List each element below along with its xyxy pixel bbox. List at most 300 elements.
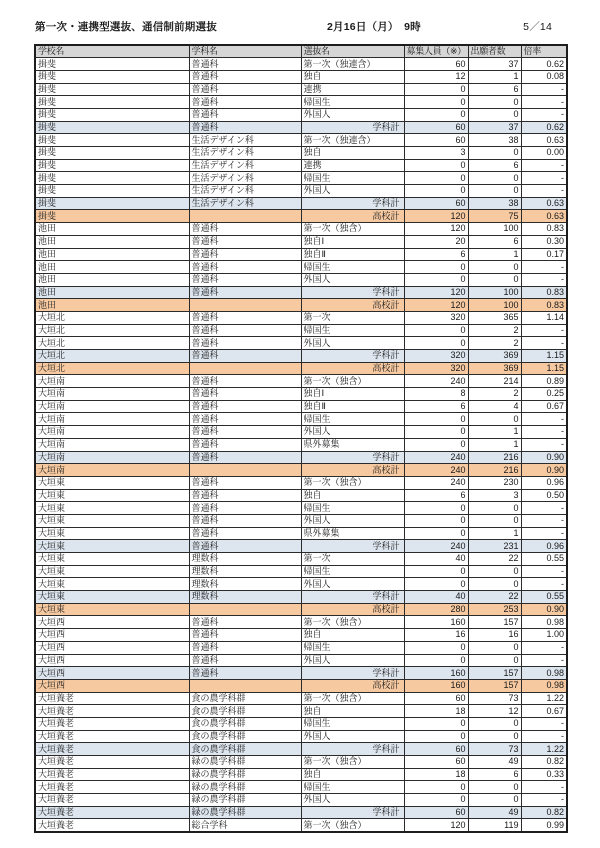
cell-applicants: 22 — [468, 553, 521, 566]
table-row — [35, 388, 567, 401]
cell-applicants: 4 — [468, 400, 521, 413]
cell-applicants: 0 — [468, 641, 521, 654]
cell-school-name: 池田 — [35, 223, 189, 236]
cell-applicants: 0 — [468, 185, 521, 198]
page-header — [35, 14, 570, 38]
cell-selection-name: 第一次（独含） — [301, 375, 404, 388]
cell-selection-name: 帰国生 — [301, 565, 404, 578]
cell-selection-name: 帰国生 — [301, 641, 404, 654]
cell-school-name: 大垣西 — [35, 616, 189, 629]
cell-quota: 120 — [404, 223, 468, 236]
cell-school-name: 揖斐 — [35, 58, 189, 71]
cell-selection-name: 高校計 — [301, 603, 404, 616]
cell-department-name: 普通科 — [189, 438, 301, 451]
cell-department-name: 理数科 — [189, 578, 301, 591]
cell-selection-name: 外国人 — [301, 654, 404, 667]
cell-selection-name: 外国人 — [301, 794, 404, 807]
table-row — [35, 311, 567, 324]
cell-ratio: 0.96 — [521, 476, 567, 489]
table-row — [35, 70, 567, 83]
cell-applicants: 119 — [468, 819, 521, 832]
cell-applicants: 38 — [468, 134, 521, 147]
cell-department-name: 緑の農学科群 — [189, 794, 301, 807]
cell-ratio: 0.63 — [521, 134, 567, 147]
table-row — [35, 413, 567, 426]
cell-quota: 6 — [404, 248, 468, 261]
cell-applicants: 157 — [468, 616, 521, 629]
cell-department-name: 普通科 — [189, 476, 301, 489]
cell-selection-name: 外国人 — [301, 730, 404, 743]
cell-applicants: 6 — [468, 235, 521, 248]
cell-applicants: 0 — [468, 502, 521, 515]
cell-applicants: 2 — [468, 324, 521, 337]
table-row — [35, 337, 567, 350]
cell-quota: 0 — [404, 324, 468, 337]
cell-selection-name: 第一次 — [301, 311, 404, 324]
cell-ratio: - — [521, 426, 567, 439]
table-row — [35, 121, 567, 134]
cell-selection-name: 帰国生 — [301, 172, 404, 185]
cell-school-name: 揖斐 — [35, 197, 189, 210]
cell-department-name: 普通科 — [189, 641, 301, 654]
cell-ratio: - — [521, 794, 567, 807]
cell-quota: 120 — [404, 819, 468, 832]
cell-ratio: - — [521, 527, 567, 540]
cell-applicants: 1 — [468, 426, 521, 439]
cell-ratio: 0.90 — [521, 603, 567, 616]
cell-ratio: 0.55 — [521, 591, 567, 604]
cell-ratio: 0.83 — [521, 299, 567, 312]
cell-quota: 120 — [404, 210, 468, 223]
cell-quota: 320 — [404, 362, 468, 375]
table-row — [35, 553, 567, 566]
cell-selection-name: 学科計 — [301, 540, 404, 553]
cell-applicants: 1 — [468, 70, 521, 83]
table-row — [35, 616, 567, 629]
table-row — [35, 375, 567, 388]
cell-ratio: - — [521, 273, 567, 286]
cell-applicants: 1 — [468, 438, 521, 451]
cell-school-name: 大垣東 — [35, 489, 189, 502]
cell-applicants: 0 — [468, 794, 521, 807]
table-row — [35, 756, 567, 769]
cell-quota: 0 — [404, 565, 468, 578]
cell-quota: 0 — [404, 261, 468, 274]
cell-ratio: - — [521, 413, 567, 426]
cell-school-name: 大垣西 — [35, 641, 189, 654]
table-row — [35, 794, 567, 807]
table-row — [35, 58, 567, 71]
cell-department-name: 普通科 — [189, 223, 301, 236]
cell-school-name: 大垣養老 — [35, 768, 189, 781]
cell-quota: 0 — [404, 185, 468, 198]
exam-date: 2月16日（月） 9時 — [327, 20, 421, 33]
cell-ratio: 1.00 — [521, 629, 567, 642]
cell-quota: 240 — [404, 451, 468, 464]
table-row — [35, 603, 567, 616]
cell-department-name: 理数科 — [189, 553, 301, 566]
cell-quota: 18 — [404, 705, 468, 718]
cell-department-name: 普通科 — [189, 58, 301, 71]
table-row — [35, 147, 567, 160]
table-row — [35, 197, 567, 210]
cell-department-name — [189, 299, 301, 312]
cell-applicants: 0 — [468, 514, 521, 527]
cell-school-name: 大垣養老 — [35, 717, 189, 730]
cell-selection-name: 連携 — [301, 159, 404, 172]
cell-school-name: 揖斐 — [35, 172, 189, 185]
table-row — [35, 286, 567, 299]
cell-applicants: 2 — [468, 388, 521, 401]
table-row — [35, 502, 567, 515]
column-header-ratio: 倍率 — [521, 45, 567, 58]
cell-school-name: 大垣東 — [35, 578, 189, 591]
cell-selection-name: 高校計 — [301, 362, 404, 375]
cell-department-name: 食の農学科群 — [189, 743, 301, 756]
cell-ratio: 0.99 — [521, 819, 567, 832]
cell-quota: 0 — [404, 527, 468, 540]
cell-ratio: 0.50 — [521, 489, 567, 502]
cell-selection-name: 第一次（独含） — [301, 476, 404, 489]
table-header — [35, 45, 567, 58]
table-row — [35, 464, 567, 477]
cell-applicants: 100 — [468, 223, 521, 236]
cell-ratio: 0.08 — [521, 70, 567, 83]
cell-ratio: 0.98 — [521, 667, 567, 680]
cell-quota: 6 — [404, 400, 468, 413]
cell-school-name: 池田 — [35, 235, 189, 248]
cell-department-name: 普通科 — [189, 235, 301, 248]
cell-department-name: 理数科 — [189, 565, 301, 578]
cell-applicants: 369 — [468, 350, 521, 363]
cell-ratio: - — [521, 502, 567, 515]
cell-school-name: 大垣西 — [35, 667, 189, 680]
cell-school-name: 大垣西 — [35, 679, 189, 692]
cell-school-name: 大垣西 — [35, 654, 189, 667]
cell-selection-name: 独自 — [301, 70, 404, 83]
cell-ratio: 0.96 — [521, 540, 567, 553]
cell-department-name: 食の農学科群 — [189, 717, 301, 730]
cell-ratio: 0.33 — [521, 768, 567, 781]
cell-applicants: 214 — [468, 375, 521, 388]
cell-school-name: 揖斐 — [35, 96, 189, 109]
cell-department-name: 緑の農学科群 — [189, 768, 301, 781]
cell-selection-name: 高校計 — [301, 464, 404, 477]
cell-selection-name: 外国人 — [301, 426, 404, 439]
cell-applicants: 0 — [468, 565, 521, 578]
table-row — [35, 667, 567, 680]
cell-ratio: 0.00 — [521, 147, 567, 160]
cell-selection-name: 学科計 — [301, 591, 404, 604]
cell-ratio: - — [521, 565, 567, 578]
cell-quota: 0 — [404, 159, 468, 172]
cell-selection-name: 独自 — [301, 705, 404, 718]
cell-department-name: 理数科 — [189, 591, 301, 604]
table-row — [35, 489, 567, 502]
cell-school-name: 大垣南 — [35, 388, 189, 401]
cell-ratio: 0.17 — [521, 248, 567, 261]
cell-selection-name: 県外募集 — [301, 438, 404, 451]
cell-ratio: 0.63 — [521, 197, 567, 210]
column-header-department: 学科名 — [189, 45, 301, 58]
cell-selection-name: 学科計 — [301, 121, 404, 134]
cell-ratio: 0.55 — [521, 553, 567, 566]
cell-selection-name: 帰国生 — [301, 324, 404, 337]
cell-school-name: 池田 — [35, 286, 189, 299]
cell-quota: 18 — [404, 768, 468, 781]
cell-department-name: 普通科 — [189, 96, 301, 109]
cell-school-name: 大垣南 — [35, 426, 189, 439]
table-row — [35, 350, 567, 363]
cell-applicants: 230 — [468, 476, 521, 489]
cell-department-name: 普通科 — [189, 629, 301, 642]
cell-selection-name: 第一次 — [301, 553, 404, 566]
cell-applicants: 1 — [468, 248, 521, 261]
cell-quota: 240 — [404, 464, 468, 477]
table-row — [35, 540, 567, 553]
cell-applicants: 16 — [468, 629, 521, 642]
cell-quota: 0 — [404, 96, 468, 109]
cell-applicants: 0 — [468, 147, 521, 160]
cell-ratio: - — [521, 172, 567, 185]
cell-department-name: 普通科 — [189, 261, 301, 274]
cell-selection-name: 独自 — [301, 629, 404, 642]
cell-quota: 12 — [404, 70, 468, 83]
cell-department-name — [189, 603, 301, 616]
cell-school-name: 揖斐 — [35, 121, 189, 134]
cell-applicants: 3 — [468, 489, 521, 502]
cell-ratio: - — [521, 641, 567, 654]
cell-selection-name: 帰国生 — [301, 413, 404, 426]
cell-department-name: 普通科 — [189, 286, 301, 299]
cell-ratio: 0.90 — [521, 464, 567, 477]
cell-department-name: 食の農学科群 — [189, 730, 301, 743]
cell-selection-name: 独自 — [301, 147, 404, 160]
cell-school-name: 大垣北 — [35, 362, 189, 375]
cell-ratio: - — [521, 159, 567, 172]
table-row — [35, 781, 567, 794]
cell-school-name: 大垣東 — [35, 476, 189, 489]
cell-applicants: 0 — [468, 717, 521, 730]
cell-school-name: 大垣南 — [35, 375, 189, 388]
cell-selection-name: 帰国生 — [301, 96, 404, 109]
cell-applicants: 0 — [468, 578, 521, 591]
cell-school-name: 池田 — [35, 261, 189, 274]
cell-applicants: 0 — [468, 781, 521, 794]
cell-quota: 0 — [404, 794, 468, 807]
cell-selection-name: 高校計 — [301, 679, 404, 692]
cell-applicants: 73 — [468, 692, 521, 705]
cell-selection-name: 外国人 — [301, 108, 404, 121]
cell-quota: 0 — [404, 438, 468, 451]
cell-applicants: 0 — [468, 413, 521, 426]
cell-department-name: 普通科 — [189, 540, 301, 553]
cell-selection-name: 第一次（独含） — [301, 223, 404, 236]
cell-school-name: 揖斐 — [35, 185, 189, 198]
cell-quota: 60 — [404, 806, 468, 819]
admissions-table — [34, 44, 568, 833]
cell-ratio: 1.22 — [521, 743, 567, 756]
cell-applicants: 253 — [468, 603, 521, 616]
cell-department-name: 普通科 — [189, 514, 301, 527]
cell-ratio: 0.98 — [521, 679, 567, 692]
cell-applicants: 12 — [468, 705, 521, 718]
cell-ratio: 0.90 — [521, 451, 567, 464]
cell-ratio: 0.62 — [521, 58, 567, 71]
cell-department-name: 普通科 — [189, 248, 301, 261]
cell-selection-name: 外国人 — [301, 337, 404, 350]
cell-applicants: 0 — [468, 108, 521, 121]
table-row — [35, 185, 567, 198]
cell-school-name: 大垣養老 — [35, 692, 189, 705]
table-row — [35, 223, 567, 236]
cell-school-name: 大垣北 — [35, 337, 189, 350]
cell-school-name: 大垣養老 — [35, 730, 189, 743]
cell-applicants: 6 — [468, 768, 521, 781]
cell-ratio: 0.25 — [521, 388, 567, 401]
cell-school-name: 大垣東 — [35, 514, 189, 527]
table-row — [35, 83, 567, 96]
cell-applicants: 369 — [468, 362, 521, 375]
cell-school-name: 大垣養老 — [35, 806, 189, 819]
cell-ratio: 0.98 — [521, 616, 567, 629]
cell-quota: 240 — [404, 540, 468, 553]
cell-school-name: 大垣東 — [35, 603, 189, 616]
table-row — [35, 362, 567, 375]
cell-selection-name: 外国人 — [301, 185, 404, 198]
cell-selection-name: 第一次（独連含） — [301, 58, 404, 71]
table-row — [35, 717, 567, 730]
cell-selection-name: 第一次（独含） — [301, 692, 404, 705]
cell-school-name: 揖斐 — [35, 70, 189, 83]
cell-selection-name: 帰国生 — [301, 717, 404, 730]
cell-ratio: 0.63 — [521, 210, 567, 223]
table-row — [35, 578, 567, 591]
cell-quota: 0 — [404, 413, 468, 426]
cell-department-name — [189, 362, 301, 375]
table-row — [35, 692, 567, 705]
cell-department-name: 普通科 — [189, 654, 301, 667]
cell-selection-name: 独自 — [301, 768, 404, 781]
cell-department-name: 普通科 — [189, 121, 301, 134]
table-row — [35, 730, 567, 743]
cell-quota: 60 — [404, 197, 468, 210]
cell-school-name: 大垣養老 — [35, 781, 189, 794]
cell-selection-name: 学科計 — [301, 350, 404, 363]
cell-ratio: 1.15 — [521, 362, 567, 375]
table-row — [35, 159, 567, 172]
cell-applicants: 75 — [468, 210, 521, 223]
cell-applicants: 157 — [468, 679, 521, 692]
cell-department-name — [189, 210, 301, 223]
cell-quota: 0 — [404, 578, 468, 591]
cell-school-name: 大垣東 — [35, 527, 189, 540]
cell-quota: 0 — [404, 641, 468, 654]
table-row — [35, 527, 567, 540]
cell-school-name: 大垣養老 — [35, 756, 189, 769]
table-row — [35, 108, 567, 121]
cell-department-name: 生活デザイン科 — [189, 147, 301, 160]
table-row — [35, 591, 567, 604]
cell-ratio: - — [521, 261, 567, 274]
cell-selection-name: 独自Ⅱ — [301, 248, 404, 261]
cell-selection-name: 独自Ⅱ — [301, 400, 404, 413]
cell-department-name: 総合学科 — [189, 819, 301, 832]
cell-applicants: 0 — [468, 730, 521, 743]
cell-selection-name: 独自Ⅰ — [301, 388, 404, 401]
cell-school-name: 大垣北 — [35, 350, 189, 363]
table-row — [35, 210, 567, 223]
cell-applicants: 100 — [468, 286, 521, 299]
cell-school-name: 大垣東 — [35, 553, 189, 566]
table-header-row — [35, 45, 567, 58]
cell-applicants: 2 — [468, 337, 521, 350]
cell-quota: 0 — [404, 273, 468, 286]
cell-applicants: 49 — [468, 756, 521, 769]
cell-quota: 120 — [404, 286, 468, 299]
cell-quota: 160 — [404, 616, 468, 629]
cell-department-name: 普通科 — [189, 388, 301, 401]
cell-department-name: 生活デザイン科 — [189, 185, 301, 198]
cell-ratio: - — [521, 438, 567, 451]
cell-school-name: 大垣南 — [35, 451, 189, 464]
cell-quota: 320 — [404, 350, 468, 363]
cell-ratio: - — [521, 108, 567, 121]
table-row — [35, 172, 567, 185]
table-row — [35, 235, 567, 248]
cell-department-name: 普通科 — [189, 426, 301, 439]
cell-quota: 0 — [404, 514, 468, 527]
cell-school-name: 大垣南 — [35, 464, 189, 477]
cell-quota: 0 — [404, 108, 468, 121]
cell-ratio: - — [521, 781, 567, 794]
cell-department-name: 普通科 — [189, 451, 301, 464]
cell-ratio: - — [521, 96, 567, 109]
cell-school-name: 池田 — [35, 273, 189, 286]
cell-quota: 0 — [404, 654, 468, 667]
column-header-selection: 選抜名 — [301, 45, 404, 58]
cell-ratio: 1.22 — [521, 692, 567, 705]
cell-department-name: 普通科 — [189, 616, 301, 629]
cell-quota: 0 — [404, 426, 468, 439]
cell-school-name: 揖斐 — [35, 134, 189, 147]
cell-selection-name: 第一次（独含） — [301, 819, 404, 832]
cell-applicants: 231 — [468, 540, 521, 553]
cell-department-name: 生活デザイン科 — [189, 197, 301, 210]
cell-selection-name: 連携 — [301, 83, 404, 96]
cell-ratio: - — [521, 324, 567, 337]
table-row — [35, 96, 567, 109]
table-row — [35, 654, 567, 667]
table-row — [35, 426, 567, 439]
cell-department-name — [189, 679, 301, 692]
cell-school-name: 大垣東 — [35, 502, 189, 515]
table-row — [35, 248, 567, 261]
cell-ratio: 0.67 — [521, 400, 567, 413]
table-row — [35, 565, 567, 578]
table-row — [35, 299, 567, 312]
cell-selection-name: 独自Ⅰ — [301, 235, 404, 248]
cell-applicants: 38 — [468, 197, 521, 210]
cell-applicants: 0 — [468, 172, 521, 185]
cell-school-name: 大垣南 — [35, 438, 189, 451]
cell-school-name: 揖斐 — [35, 83, 189, 96]
cell-applicants: 6 — [468, 159, 521, 172]
cell-ratio: - — [521, 578, 567, 591]
cell-quota: 0 — [404, 83, 468, 96]
cell-quota: 160 — [404, 667, 468, 680]
cell-ratio: - — [521, 717, 567, 730]
